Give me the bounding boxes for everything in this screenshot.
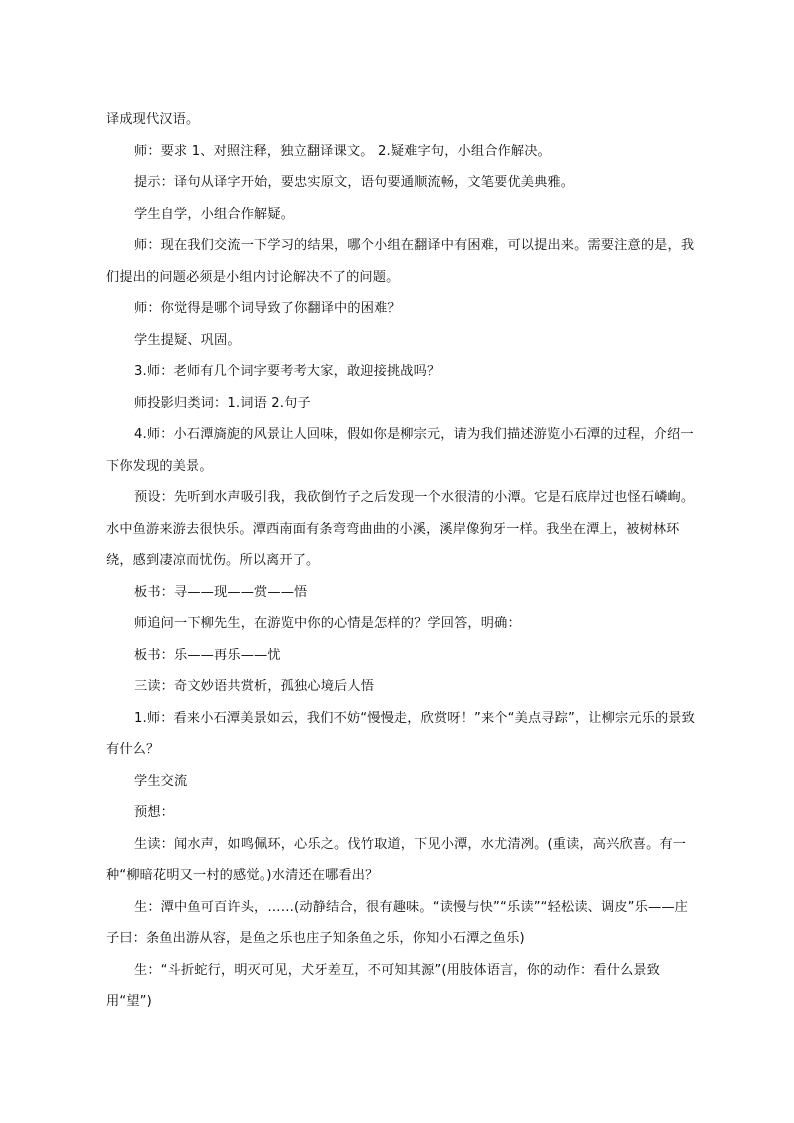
paragraph: 师投影归类词：1.词语 2.句子	[134, 395, 311, 411]
document-body	[106, 104, 696, 1018]
paragraph: 学生交流	[134, 773, 188, 789]
paragraph: 译成现代汉语。	[106, 112, 200, 127]
paragraph: 学生自学，小组合作解疑。	[134, 206, 295, 222]
paragraph: 板书：乐——再乐——忧	[134, 647, 281, 663]
paragraph: 学生提疑、巩固。	[134, 332, 241, 348]
paragraph: 生：“斗折蛇行，明灭可见，犬牙差互，不可知其源”(用肢体语言，你的动作：看什么景致用“望”)	[106, 962, 661, 1009]
paragraph: 预想：	[134, 805, 175, 820]
paragraph: 师：你觉得是哪个词导致了你翻译中的困难？	[134, 301, 401, 316]
paragraph: 1.师：看来小石潭美景如云，我们不妨“慢慢走，欣赏呀！”来个“美点寻踪”，让柳宗元乐的景致有什么？	[106, 710, 695, 757]
paragraph: 3.师：老师有几个词字要考考大家，敢迎接挑战吗？	[134, 364, 441, 379]
paragraph: 4.师：小石潭旖旎的风景让人回味，假如你是柳宗元，请为我们描述游览小石潭的过程，介绍一下你发现的美景。	[106, 427, 694, 474]
paragraph: 生：潭中鱼可百许头，……(动静结合，很有趣味。“读慢与快”“乐读”“轻松读、调皮”乐——庄子曰：条鱼出游从容，是鱼之乐也庄子知条鱼之乐，你知小石潭之鱼乐)	[106, 899, 689, 946]
paragraph: 师：现在我们交流一下学习的结果，哪个小组在翻译中有困难，可以提出来。需要注意的是，我们提出的问题必须是小组内讨论解决不了的问题。	[106, 238, 695, 285]
paragraph: 提示：译句从译字开始，要忠实原文，语句要通顺流畅，文笔要优美典雅。	[134, 175, 575, 190]
paragraph: 预设：先听到水声吸引我，我砍倒竹子之后发现一个水很清的小潭。它是石底岸过也怪石嶙峋。水中鱼游来游去很快乐。潭西南面有条弯弯曲曲的小溪，溪岸像狗牙一样。我坐在潭上，被树林环绕，感到凄凉而忧伤。所以离开了。	[106, 490, 695, 568]
paragraph: 三读：奇文妙语共赏析，孤独心境后人悟	[134, 679, 375, 694]
paragraph: 板书：寻——现——赏——悟	[134, 584, 308, 600]
paragraph: 生读：闻水声，如鸣佩环，心乐之。伐竹取道，下见小潭，水尤清冽。(重读，高兴欣喜。有一种“柳暗花明又一村的感觉。)水清还在哪看出？	[106, 836, 687, 883]
paragraph: 师追问一下柳先生，在游览中你的心情是怎样的？学回答，明确：	[134, 616, 521, 631]
paragraph: 师：要求 1、对照注释，独立翻译课文。 2.疑难字句，小组合作解决。	[134, 143, 551, 159]
